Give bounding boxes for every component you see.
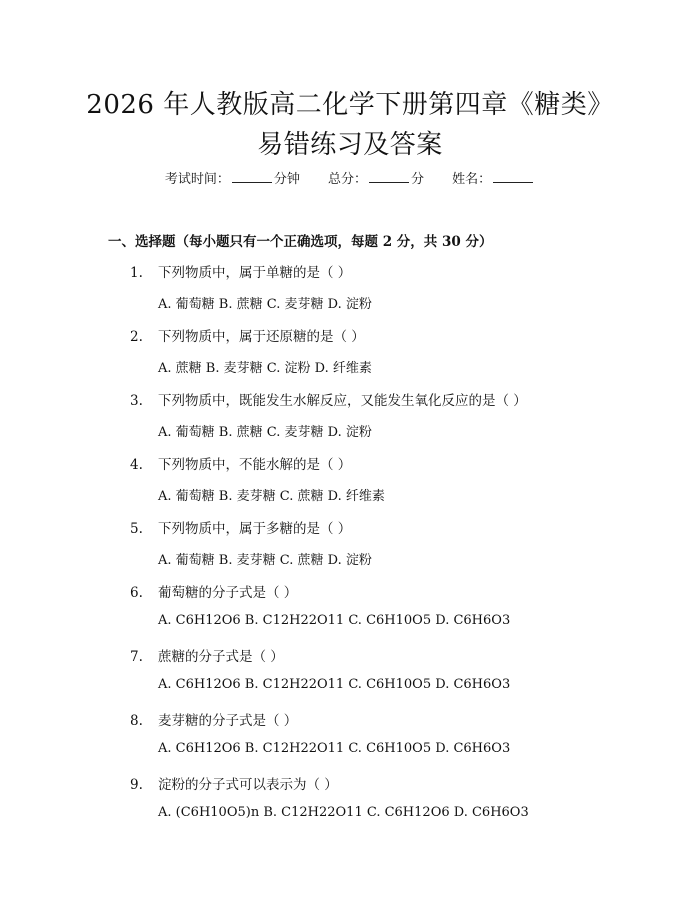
total-score-unit: 分 [411, 172, 425, 187]
question-options: A. (C6H10O5)n B. C12H22O11 C. C6H12O6 D. C6H6O3 [158, 805, 529, 820]
question-text: 麦芽糖的分子式是（ ） [158, 713, 298, 729]
question-options: A. 葡萄糖 B. 蔗糖 C. 麦芽糖 D. 淀粉 [158, 425, 372, 440]
question-options: A. 蔗糖 B. 麦芽糖 C. 淀粉 D. 纤维素 [158, 361, 372, 376]
question-stem [130, 773, 338, 793]
question-item [0, 389, 700, 453]
question-list [0, 261, 700, 837]
section-heading: 一、选择题（每小题只有一个正确选项，每题 2 分，共 30 分） [108, 234, 493, 250]
question-text: 下列物质中，不能水解的是（ ） [158, 457, 352, 473]
question-stem [130, 389, 527, 409]
question-text: 下列物质中，属于单糖的是（ ） [158, 265, 352, 281]
question-stem [130, 709, 297, 729]
question-stem [130, 453, 351, 473]
question-number: 9. [130, 777, 143, 793]
question-number: 5. [130, 521, 143, 537]
question-text: 葡萄糖的分子式是（ ） [158, 585, 298, 601]
question-number: 1. [130, 265, 143, 281]
question-number: 4. [130, 457, 143, 473]
question-item [0, 453, 700, 517]
total-score-label: 总分： [327, 172, 367, 187]
question-stem [130, 645, 284, 665]
total-score-blank [369, 170, 409, 183]
exam-time-unit: 分钟 [273, 172, 300, 187]
question-options: A. 葡萄糖 B. 麦芽糖 C. 蔗糖 D. 纤维素 [158, 489, 385, 504]
question-item [0, 709, 700, 773]
question-item [0, 773, 700, 837]
question-item [0, 517, 700, 581]
question-number: 8. [130, 713, 143, 729]
question-options: A. C6H12O6 B. C12H22O11 C. C6H10O5 D. C6H6O3 [158, 613, 511, 628]
question-stem [130, 517, 351, 537]
question-number: 2. [130, 329, 143, 345]
question-options: A. C6H12O6 B. C12H22O11 C. C6H10O5 D. C6H6O3 [158, 677, 511, 692]
question-options: A. C6H12O6 B. C12H22O11 C. C6H10O5 D. C6H6O3 [158, 741, 511, 756]
student-name-label: 姓名： [452, 172, 492, 187]
question-options: A. 葡萄糖 B. 蔗糖 C. 麦芽糖 D. 淀粉 [158, 297, 372, 312]
question-text: 下列物质中，属于还原糖的是（ ） [158, 329, 365, 345]
question-item [0, 645, 700, 709]
exam-time-field [165, 172, 304, 187]
question-text: 蔗糖的分子式是（ ） [158, 649, 284, 665]
question-number: 6. [130, 585, 143, 601]
question-text: 淀粉的分子式可以表示为（ ） [158, 777, 338, 793]
question-stem [130, 325, 365, 345]
question-item [0, 581, 700, 645]
question-stem [130, 261, 351, 281]
exam-time-label: 考试时间： [164, 172, 230, 187]
question-number: 7. [130, 649, 143, 665]
total-score-field [328, 172, 428, 187]
question-item [0, 261, 700, 325]
question-text: 下列物质中，属于多糖的是（ ） [158, 521, 352, 537]
exam-info-row [0, 168, 700, 187]
question-text: 下列物质中，既能发生水解反应，又能发生氧化反应的是（ ） [158, 393, 527, 409]
student-name-field [452, 172, 535, 187]
question-options: A. 葡萄糖 B. 麦芽糖 C. 蔗糖 D. 淀粉 [158, 553, 372, 568]
question-stem [130, 581, 297, 601]
document-title-line2: 易错练习及答案 [257, 130, 443, 160]
exam-time-blank [232, 170, 272, 183]
question-number: 3. [130, 393, 143, 409]
student-name-blank [493, 170, 533, 183]
document-title-line1: 2026 年人教版高二化学下册第四章《糖类》 [86, 90, 614, 120]
question-item [0, 325, 700, 389]
